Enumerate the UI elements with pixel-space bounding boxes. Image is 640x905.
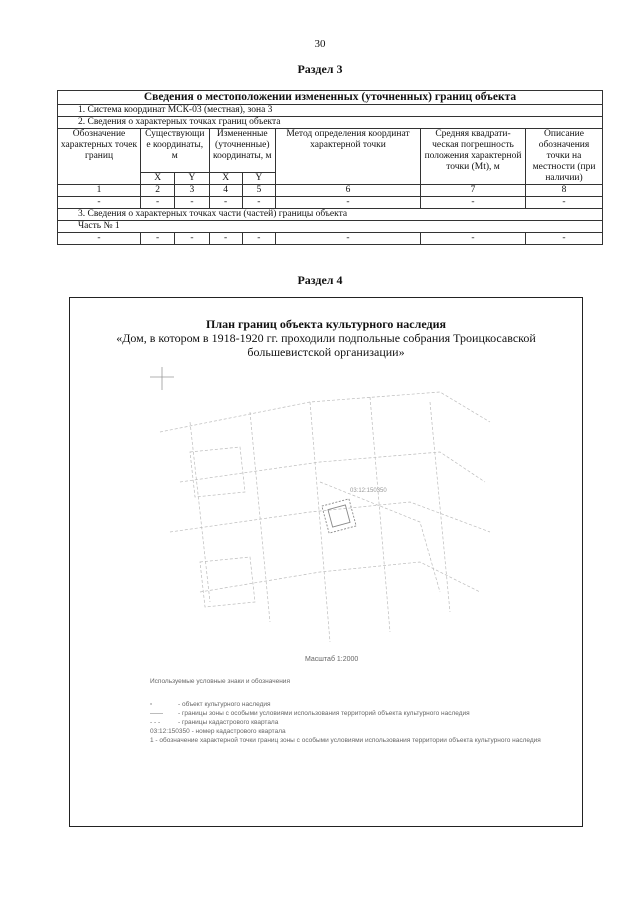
plan-title-line3: большевистской организации» — [247, 345, 405, 359]
dash-cell: - — [209, 233, 242, 245]
part-label-row: Часть № 1 — [58, 221, 603, 233]
col-header-3: Измененные (уточненные) координаты, м — [209, 129, 275, 173]
col-number: 2 — [141, 185, 175, 197]
dash-cell: - — [209, 197, 242, 209]
legend-item — [150, 700, 550, 709]
boundary-points-row: 2. Сведения о характерных точках границ объекта — [58, 117, 603, 129]
plan-title — [69, 317, 583, 359]
col-header-8: Описание обозначения точки на местности (при наличии) — [526, 129, 603, 185]
boundary-info-table — [57, 90, 603, 245]
north-arrow-icon — [150, 367, 174, 390]
plan-title-line2: «Дом, в котором в 1918-1920 гг. проходили подпольные собрания Троицкосавской — [116, 331, 536, 345]
part-points-row: 3. Сведения о характерных точках части (частей) границы объекта — [58, 209, 603, 221]
sub-header-x1: X — [141, 173, 175, 185]
sub-header-y1: Y — [175, 173, 209, 185]
parcel-lines — [160, 392, 490, 642]
dash-cell: - — [58, 233, 141, 245]
legend-square-icon: ▫ — [150, 701, 153, 708]
sub-header-x2: X — [209, 173, 242, 185]
legend-item — [150, 736, 550, 745]
plan-title-line1: План границ объекта культурного наследия — [206, 317, 446, 331]
dash-cell: - — [242, 197, 275, 209]
legend-text: 1 - обозначение характерной точки границ зоны с особыми условиями использования территории объекта культурного наследия — [150, 737, 541, 744]
legend-item — [150, 727, 550, 736]
page-number: 30 — [314, 38, 326, 50]
cadastral-label: 03:12:150350 — [350, 488, 387, 494]
table-title: Сведения о местоположении измененных (уточненных) границ объекта — [58, 91, 603, 105]
dash-cell: - — [58, 197, 141, 209]
dash-cell: - — [526, 197, 603, 209]
dash-cell: - — [421, 197, 526, 209]
col-header-2: Существующи е координаты, м — [141, 129, 210, 173]
col-number: 7 — [421, 185, 526, 197]
legend-dotted-icon: ‐ ‐ ‐ — [150, 719, 161, 726]
sub-header-y2: Y — [242, 173, 275, 185]
dash-cell: - — [276, 197, 421, 209]
col-number: 4 — [209, 185, 242, 197]
col-header-1: Обозначение характерных точек границ — [58, 129, 141, 185]
legend-text: - границы зоны с особыми условиями использования территорий объекта культурного наследия — [178, 710, 470, 717]
heritage-object — [322, 499, 356, 533]
col-number: 8 — [526, 185, 603, 197]
coord-system-row: 1. Система координат МСК-03 (местная), зона 3 — [58, 105, 603, 117]
legend — [150, 677, 550, 745]
col-number: 5 — [242, 185, 275, 197]
dash-cell: - — [175, 197, 209, 209]
dash-cell: - — [421, 233, 526, 245]
legend-text: - границы кадастрового квартала — [178, 719, 279, 726]
col-number: 1 — [58, 185, 141, 197]
legend-item — [150, 718, 550, 727]
section-3-heading: Раздел 3 — [297, 62, 343, 76]
legend-title: Используемые условные знаки и обозначения — [150, 678, 290, 685]
dash-cell: - — [526, 233, 603, 245]
section-4-heading: Раздел 4 — [297, 273, 343, 287]
legend-text: - объект культурного наследия — [178, 701, 271, 708]
legend-text: 03:12:150350 - номер кадастрового квартала — [150, 728, 286, 735]
dash-cell: - — [276, 233, 421, 245]
legend-dash-icon: —— — [150, 710, 163, 717]
dash-cell: - — [141, 233, 175, 245]
map-scale: Масштаб 1:2000 — [305, 656, 359, 663]
dash-cell: - — [175, 233, 209, 245]
dash-cell: - — [141, 197, 175, 209]
col-header-6: Метод определения координат характерной точки — [276, 129, 421, 185]
col-header-7: Средняя квадрати- ческая погрешность положения характерной точки (Mt), м — [421, 129, 526, 185]
col-number: 3 — [175, 185, 209, 197]
cadastral-map — [140, 362, 510, 672]
col-number: 6 — [276, 185, 421, 197]
legend-item — [150, 709, 550, 718]
map-drawing — [140, 362, 510, 672]
dash-cell: - — [242, 233, 275, 245]
